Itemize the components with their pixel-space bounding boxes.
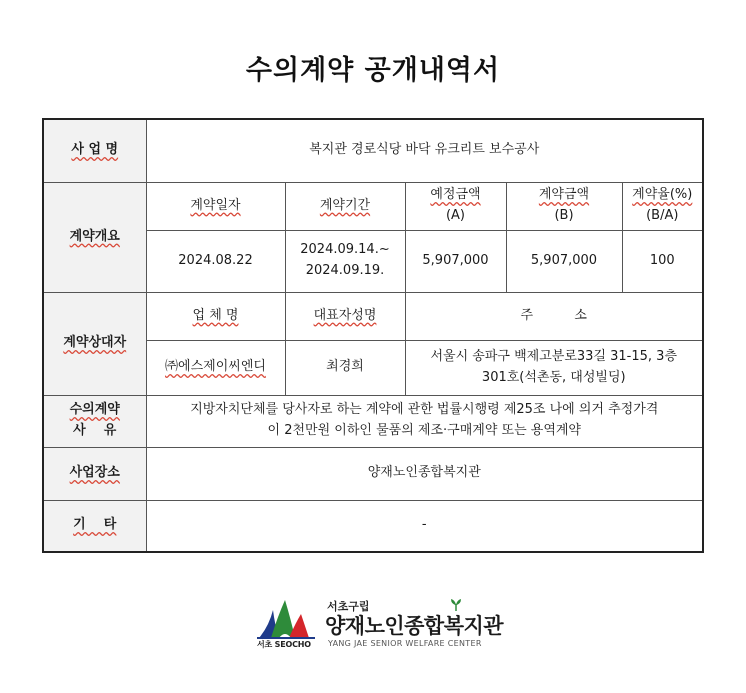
contract-amount-header: 계약금액 (B) — [506, 182, 622, 230]
reason-text: 지방자치단체를 당사자로 하는 계약에 관한 법률시행령 제25조 나에 의거 추정가격 이 2천만원 이하인 물품의 제조·구매계약 또는 용역계약 — [146, 395, 703, 447]
location-value: 양재노인종합복지관 — [146, 447, 703, 500]
estimated-amount-header: 예정금액 (A) — [405, 182, 506, 230]
contract-overview-label: 계약개요 — [43, 182, 146, 292]
company-name-value: ㈜에스제이씨엔디 — [146, 340, 285, 395]
contract-period-header: 계약기간 — [285, 182, 405, 230]
address-header: 주 소 — [405, 292, 703, 340]
page-title: 수의계약 공개내역서 — [245, 55, 501, 86]
reason-label: 수의계약 사 유 — [43, 395, 146, 447]
reason-row — [43, 395, 703, 447]
contract-date-value: 2024.08.22 — [146, 230, 285, 292]
etc-value: - — [146, 500, 703, 552]
estimated-amount-value: 5,907,000 — [405, 230, 506, 292]
logo-center-name: 양재노인종합복지관 — [325, 614, 504, 638]
project-row — [43, 119, 703, 182]
location-label: 사업장소 — [43, 447, 146, 500]
logo-district-text: 서초구립 — [327, 600, 370, 613]
contract-rate-header: 계약율(%) (B/A) — [622, 182, 703, 230]
seocho-text: 서초 SEOCHO — [257, 640, 311, 649]
contract-date-header: 계약일자 — [146, 182, 285, 230]
representative-value: 최경희 — [285, 340, 405, 395]
representative-header: 대표자성명 — [285, 292, 405, 340]
contract-rate-value: 100 — [622, 230, 703, 292]
leaf-icon — [449, 598, 463, 612]
contract-amount-value: 5,907,000 — [506, 230, 622, 292]
etc-row — [43, 500, 703, 552]
etc-label: 기 타 — [43, 500, 146, 552]
address-value: 서울시 송파구 백제고분로33길 31-15, 3층 301호(석촌동, 대성빌딩) — [405, 340, 703, 395]
logo-english-name: YANG JAE SENIOR WELFARE CENTER — [328, 639, 482, 648]
contract-overview-header-row — [43, 182, 703, 230]
project-name: 복지관 경로식당 바닥 유크리트 보수공사 — [146, 119, 703, 182]
contract-period-value: 2024.09.14.~ 2024.09.19. — [285, 230, 405, 292]
counterparty-header-row — [43, 292, 703, 340]
location-row — [43, 447, 703, 500]
counterparty-label: 계약상대자 — [43, 292, 146, 395]
project-label: 사 업 명 — [43, 119, 146, 182]
contract-disclosure-table — [42, 118, 704, 553]
welfare-center-logo — [255, 596, 504, 652]
company-name-header: 업 체 명 — [146, 292, 285, 340]
